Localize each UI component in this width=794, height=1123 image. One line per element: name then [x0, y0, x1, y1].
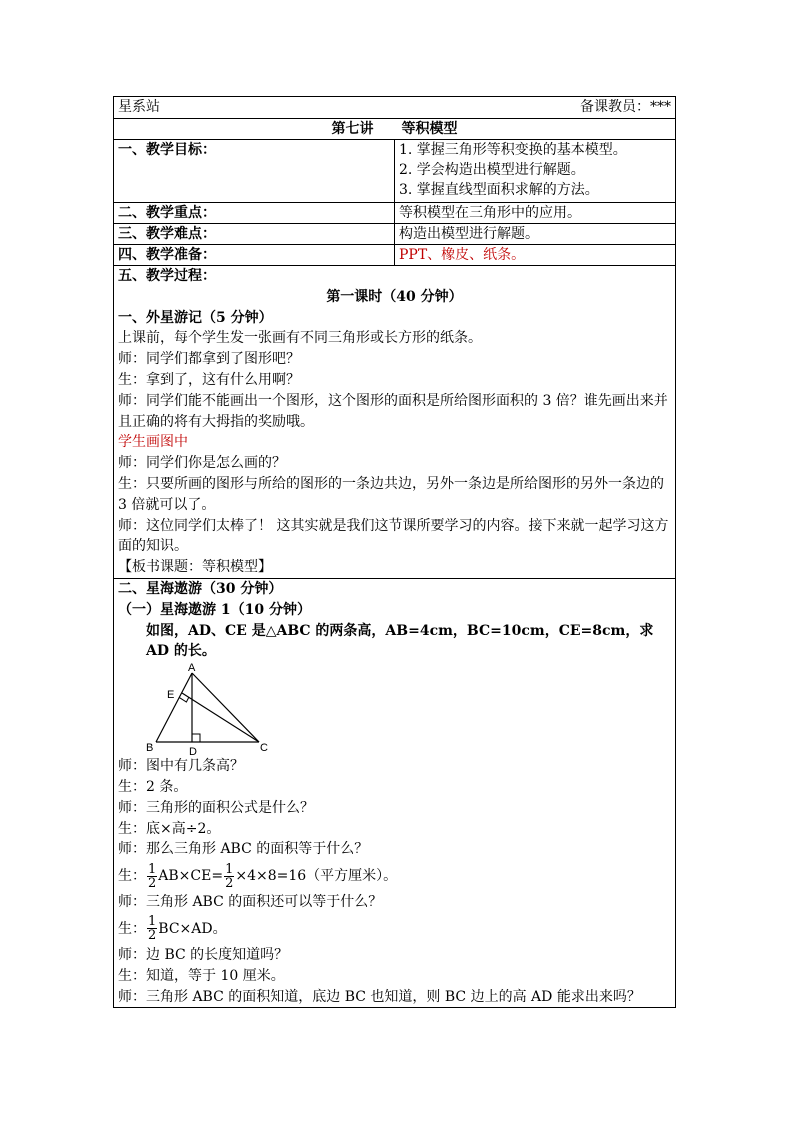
title-row: [114, 119, 676, 140]
lesson-plan-sheet: [113, 96, 676, 1008]
preparation-label: 四、教学准备：: [114, 245, 395, 266]
session-title: 第一课时（40 分钟）: [326, 288, 463, 305]
part1-title: 一、外星游记（5 分钟）: [118, 309, 273, 326]
triangle-diagram: [146, 662, 296, 756]
dialogue-line: 师：三角形 ABC 的面积知道，底边 BC 也知道，则 BC 边上的高 AD 能求出来吗？: [118, 988, 641, 1005]
process-row: [114, 266, 676, 579]
key-point-label: 二、教学重点：: [114, 203, 395, 224]
lesson-plan-table: [113, 96, 676, 1008]
part2-cell: [114, 578, 676, 1007]
formula-text: AB×CE=: [158, 868, 224, 885]
lesson-title: 第七讲 等积模型: [114, 119, 676, 140]
dialogue-line: 生：拿到了，这有什么用啊？: [118, 371, 300, 388]
paragraph: 上课前，每个学生发一张画有不同三角形或长方形的纸条。: [118, 330, 482, 347]
objectives-row: [114, 140, 676, 203]
fraction-half: [147, 915, 157, 942]
header-row: [114, 97, 676, 119]
objective-item: 1. 掌握三角形等积变换的基本模型。: [399, 142, 627, 158]
objective-item: 3. 掌握直线型面积求解的方法。: [399, 182, 599, 198]
difficulty-label: 三、教学难点：: [114, 224, 395, 245]
vertex-label-e: E: [167, 689, 175, 702]
dialogue-line: 师：三角形 ABC 的面积还可以等于什么？: [118, 894, 383, 911]
key-point-value: 等积模型在三角形中的应用。: [395, 203, 676, 224]
dialogue-line: 生：2 条。: [118, 778, 188, 795]
teacher-name: 备课教员：***: [580, 99, 671, 115]
header-cell: [114, 97, 676, 119]
part2-subtitle: （一）星海遨游 1（10 分钟）: [118, 601, 311, 618]
speaker-prefix: 生：: [118, 920, 146, 937]
objectives-label: 一、教学目标：: [114, 140, 395, 203]
fraction-denominator: 2: [148, 928, 157, 944]
speaker-prefix: 生：: [118, 868, 146, 885]
fraction-denominator: 2: [148, 875, 157, 891]
activity-note: 学生画图中: [118, 434, 188, 451]
process-label: 五、教学过程：: [118, 268, 216, 284]
fraction-denominator: 2: [225, 875, 234, 891]
dialogue-line: 师：同学们都拿到了图形吧？: [118, 351, 300, 368]
dialogue-line: 生：知道，等于 10 厘米。: [118, 967, 285, 984]
fraction-numerator: 1: [148, 914, 157, 930]
key-point-row: [114, 203, 676, 224]
dialogue-line: 生：只要所画的图形与所给的图形的一条边共边，另外一条边是所给图形的另外一条边的 3 倍就可以了。: [118, 475, 664, 513]
fraction-numerator: 1: [225, 861, 234, 877]
area-formula-line-2: [118, 913, 671, 945]
dialogue-line: 师：那么三角形 ABC 的面积等于什么？: [118, 841, 369, 858]
fraction-half: [147, 863, 157, 890]
dialogue-line: 师：图中有几条高？: [118, 758, 244, 775]
dialogue-line: 师：这位同学们太棒了！ 这其实就是我们这节课所要学习的内容。接下来就一起学习这方面的知识。: [118, 517, 669, 555]
dialogue-line: 师：同学们能不能画出一个图形，这个图形的面积是所给图形面积的 3 倍？谁先画出来并且正确的将有大拇指的奖励哦。: [118, 392, 668, 430]
preparation-row: [114, 245, 676, 266]
dialogue-line: 生：底×高÷2。: [118, 820, 221, 837]
board-topic: 【板书课题：等积模型】: [118, 559, 272, 576]
dialogue-line: 师：同学们你是怎么画的？: [118, 455, 286, 472]
objectives-cell: [395, 140, 676, 203]
station-name: 星系站: [118, 99, 160, 115]
preparation-value: PPT、橡皮、纸条。: [395, 245, 676, 266]
dialogue-line: 师：边 BC 的长度知道吗？: [118, 946, 289, 963]
triangle-figure: [118, 662, 671, 756]
vertex-label-b: B: [146, 742, 154, 755]
vertex-label-d: D: [189, 746, 197, 757]
process-cell: [114, 266, 676, 579]
objective-item: 2. 学会构造出模型进行解题。: [399, 162, 585, 178]
vertex-label-a: A: [188, 662, 196, 675]
part2-row: [114, 578, 676, 1007]
area-formula-line: [118, 860, 671, 892]
formula-result: ×4×8=16（平方厘米）。: [235, 868, 398, 885]
difficulty-row: [114, 224, 676, 245]
part2-title: 二、星海遨游（30 分钟）: [118, 580, 283, 597]
difficulty-value: 构造出模型进行解题。: [395, 224, 676, 245]
problem-statement: 如图，AD、CE 是△ABC 的两条高，AB=4cm，BC=10cm，CE=8cm，求 AD 的长。: [146, 622, 654, 660]
fraction-numerator: 1: [148, 861, 157, 877]
vertex-label-c: C: [260, 742, 268, 755]
formula-text: BC×AD。: [158, 920, 227, 937]
fraction-half: [224, 863, 234, 890]
dialogue-line: 师：三角形的面积公式是什么？: [118, 799, 314, 816]
